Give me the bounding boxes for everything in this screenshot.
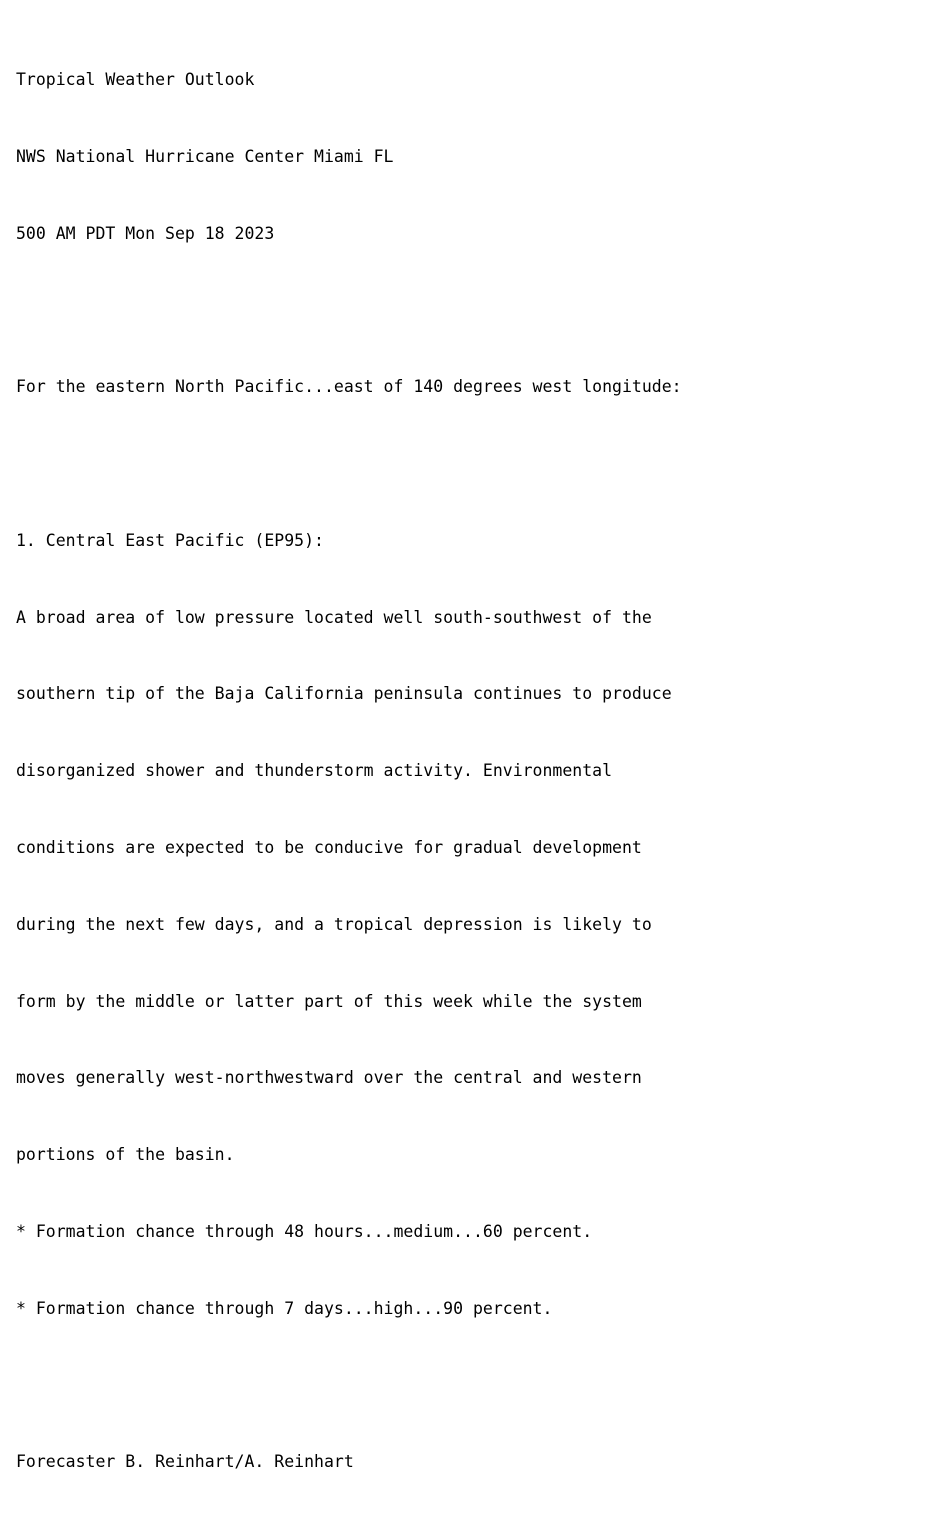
formation-chance-48h: * Formation chance through 48 hours...medium...60 percent. xyxy=(16,1221,593,1241)
spacer-2 xyxy=(16,451,950,477)
document-title: Tropical Weather Outlook xyxy=(16,70,255,90)
section-body-line: moves generally west-northwestward over the central and western xyxy=(16,1068,642,1088)
section-body-line: A broad area of low pressure located well south-southwest of the xyxy=(16,607,652,627)
formation-chance-7d: * Formation chance through 7 days...high...90 percent. xyxy=(16,1298,553,1318)
forecaster-line: Forecaster B. Reinhart/A. Reinhart xyxy=(16,1452,354,1472)
outlook-text xyxy=(16,16,950,1526)
issue-time: 500 AM PDT Mon Sep 18 2023 xyxy=(16,223,275,243)
spacer-3 xyxy=(16,1372,950,1398)
section-body-line: disorganized shower and thunderstorm activity. Environmental xyxy=(16,761,613,781)
section-body-line: during the next few days, and a tropical depression is likely to xyxy=(16,914,652,934)
basin-statement: For the eastern North Pacific...east of 140 degrees west longitude: xyxy=(16,377,682,397)
section-body-line: conditions are expected to be conducive for gradual development xyxy=(16,838,642,857)
spacer-1 xyxy=(16,298,950,324)
issuing-office: NWS National Hurricane Center Miami FL xyxy=(16,146,394,166)
section-heading: 1. Central East Pacific (EP95): xyxy=(16,530,324,550)
section-body-line: portions of the basin. xyxy=(16,1145,235,1165)
section-body-line: form by the middle or latter part of this week while the system xyxy=(16,991,642,1011)
section-body-line: southern tip of the Baja California peninsula continues to produce xyxy=(16,684,672,704)
